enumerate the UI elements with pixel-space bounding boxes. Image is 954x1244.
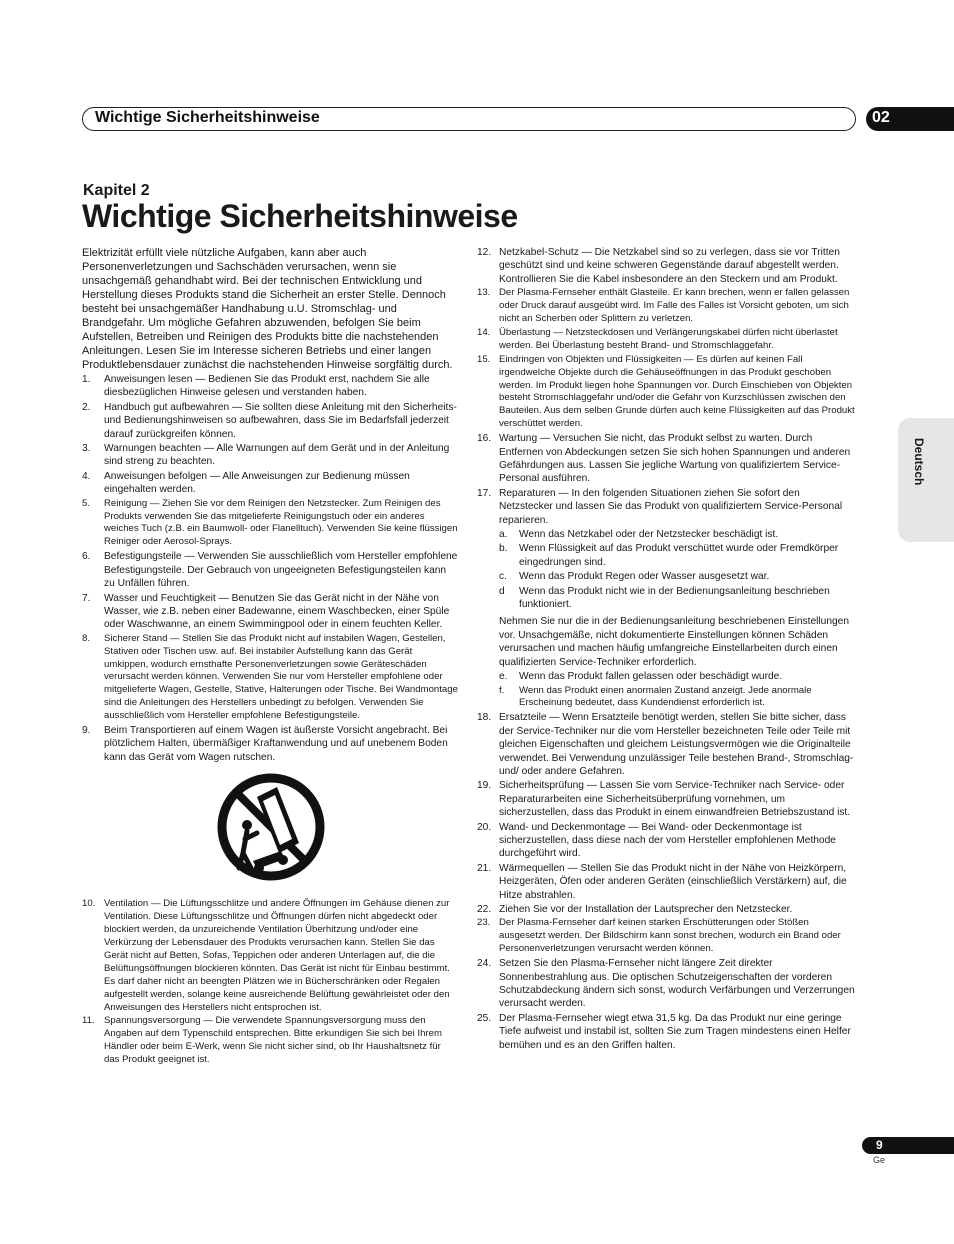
list-item — [82, 442, 458, 469]
right-column — [477, 246, 855, 1053]
sub-list-item — [477, 542, 855, 569]
section-header-title: Wichtige Sicherheitshinweise — [95, 109, 320, 126]
item-number: 5. — [82, 497, 91, 509]
item-text: Wenn das Netzkabel oder der Netzstecker beschädigt ist. — [519, 529, 779, 541]
item-number: 19. — [477, 780, 492, 792]
item-text: Wenn das Produkt fallen gelassen oder beschädigt wurde. — [519, 671, 783, 683]
item-text: Ventilation — Die Lüftungsschlitze und andere Öffnungen im Gehäuse dienen zur Ventilation. Diese Lüftungsschlitze und Öffnungen dürfen nicht abgedeckt oder blockiert werden, da unzureichende Ventilation Überhitzung und/oder eine Verkürzung der Lebensdauer des Produkts verursachen kann. Stellen Sie das Gerät nicht auf Betten, Sofas, Teppichen oder anderen Unterlagen auf, die die Belüftungsöffnungen blockieren könnten. Das Gerät ist nicht für Einbau bestimmt. Es darf daher nicht an beengten Plätzen wie in Bücherschränken oder Regalen aufgestellt werden, solange keine ausreichende Belüftung gewährleistet oder den Anweisungen des Herstellers nicht entsprochen ist. — [104, 898, 450, 1013]
list-item — [477, 779, 855, 819]
sub-list-item — [477, 528, 855, 541]
list-item — [82, 633, 458, 723]
page-number: 9 — [876, 1138, 883, 1152]
item-number: 24. — [477, 958, 492, 970]
item-number: 15. — [477, 353, 491, 365]
item-number: f. — [499, 684, 505, 696]
sub-list-item — [477, 585, 855, 612]
item-text: Ersatzteile — Wenn Ersatzteile benötigt werden, stellen Sie bitte sicher, dass der Service-Techniker nur die vom Hersteller bezeichneten Teile oder Teile mit gleichen Eigenschaften und gleichem Leistungsvermögen wie die Originalteile verwendet. Bei Verwendung unzulässiger Teile bestehen Brand-, Stromschlag- und/ oder andere Gefahren. — [499, 712, 854, 777]
item-number: c. — [499, 571, 507, 583]
safety-list-right-b — [477, 711, 855, 1052]
item-number: 18. — [477, 712, 492, 724]
item-text: Warnungen beachten — Alle Warnungen auf dem Gerät und in der Anleitung sind streng zu beachten. — [104, 443, 450, 468]
item-number: 22. — [477, 904, 492, 915]
list-item — [477, 957, 855, 1011]
list-item — [82, 498, 458, 550]
language-side-tab — [898, 418, 954, 542]
item-text: Der Plasma-Fernseher enthält Glasteile. Er kann brechen, wenn er fallen gelassen oder Druck darauf ausgeübt wird. Im Falle des Falles ist Vorsicht geboten, um sich nicht an Scherben oder Splittern zu verletzen. — [499, 287, 850, 325]
list-item — [82, 724, 458, 764]
item-number: 23. — [477, 917, 491, 929]
list-item — [82, 373, 458, 400]
item-text: Der Plasma-Fernseher wiegt etwa 31,5 kg. Da das Produkt nur eine geringe Tiefe aufweist und instabil ist, sollten Sie zum Tragen mindestens einen Helfer bemühen und es an den Griffen halten. — [499, 1012, 851, 1051]
cart-warning-figure — [82, 773, 458, 885]
item-text: Befestigungsteile — Verwenden Sie ausschließlich vom Hersteller empfohlene Befestigungsteile. Der Gebrauch von ungeeigneten Befestigungsteilen kann zu Unfällen führen. — [104, 551, 458, 590]
list-item — [477, 246, 855, 286]
item-number: 10. — [82, 898, 96, 910]
list-item — [82, 401, 458, 441]
item-text: Sicherheitsprüfung — Lassen Sie vom Service-Techniker nach Service- oder Reparaturarbeiten eine Sicherheitsüberprüfung vornehmen, um sicherzustellen, dass das Produkt in einem einwandfreien Betriebszustand ist. — [499, 780, 851, 819]
item-text: Reparaturen — In den folgenden Situationen ziehen Sie sofort den Netzstecker und lassen Sie das Produkt von qualifiziertem Service-Personal reparieren. — [499, 487, 843, 526]
item-number: 16. — [477, 433, 492, 445]
list-item — [82, 550, 458, 590]
chapter-number-tab — [866, 107, 954, 131]
item-number: 6. — [82, 551, 91, 563]
item-number: 17. — [477, 487, 492, 499]
item-text: Anweisungen lesen — Bedienen Sie das Produkt erst, nachdem Sie alle diesbezüglichen Hinweise gelesen und verstanden haben. — [104, 374, 430, 399]
list-item — [477, 711, 855, 778]
section-header-bar — [82, 107, 856, 131]
safety-list-left-a — [82, 373, 458, 764]
item-text: Beim Transportieren auf einem Wagen ist äußerste Vorsicht angebracht. Bei plötzlichem Halten, übermäßiger Kraftanwendung und auf unebenem Boden kann das Gerät vom Wagen rutschen. — [104, 725, 448, 763]
item-text: Ziehen Sie vor der Installation der Lautsprecher den Netzstecker. — [499, 904, 793, 915]
cart-tip-over-warning-icon — [217, 773, 325, 881]
item-number: e. — [499, 671, 508, 683]
item-number: 8. — [82, 632, 91, 644]
language-label: Deutsch — [912, 438, 926, 486]
list-item — [477, 327, 855, 353]
item-text: Eindringen von Objekten und Flüssigkeiten — Es dürfen auf keinen Fall irgendwelche Objekte durch die Gehäuseöffnungen in das Produkt geschoben werden. Im Produkt liegen hohe Spannungen vor. Durch Einschieben von Objekten besteht Stromschlaggefahr und/oder die Gefahr von Kurzschlüssen zwischen den Bauteilen. Aus dem selben Grunde dürfen auch keine Flüssigkeiten auf das Produkt verschüttet werden. — [499, 353, 855, 430]
item-text: Wenn Flüssigkeit auf das Produkt verschüttet wurde oder Fremdkörper eingedrungen sind. — [519, 543, 839, 568]
repair-note-paragraph: Nehmen Sie nur die in der Bedienungsanleitung beschriebenen Einstellungen vor. Unsachgemäße, nicht dokumentierte Einstellungen können Schäden verursachen und machen häufig umfangreiche Einstellarbeiten durch einen qualifizierten Service-Techniker erforderlich. — [499, 616, 850, 668]
item-text: Wenn das Produkt einen anormalen Zustand anzeigt. Jede anormale Erscheinung bedeutet, dass Kundendienst erforderlich ist. — [519, 684, 812, 709]
item-text: Spannungsversorgung — Die verwendete Spannungsversorgung muss den Angaben auf dem Typenschild entsprechen. Bitte erkundigen Sie sich bei Ihrem Händler oder beim E-Werk, wenn Sie nicht sicher sind, ob Ihr Haushaltsnetz für das Produkt geeignet ist. — [104, 1015, 442, 1066]
item-text: Der Plasma-Fernseher darf keinen starken Erschütterungen oder Stößen ausgesetzt werden. Der Bildschirm kann sonst brechen, wodurch ein Brand oder Personenverletzungen verursacht werden können. — [499, 917, 841, 955]
language-code: Ge — [873, 1155, 886, 1165]
item-text: Wartung — Versuchen Sie nicht, das Produkt selbst zu warten. Durch Entfernen von Abdeckungen setzen Sie sich hohen Spannungen und anderen Gefährdungen aus. Lassen Sie jegliche Wartung von qualifiziertem Service-Personal ausführen. — [499, 433, 851, 485]
item-text: Sicherer Stand — Stellen Sie das Produkt nicht auf instabilen Wagen, Gestellen, Stativen oder Tischen usw. auf. Bei instabiler Aufstellung kann das Gerät umkippen, wodurch ernsthafte Personenverletzungen sowie Geräteschäden verursacht werden können. Verwenden Sie nur vom Hersteller empfohlene oder mitgelieferte Wagen, Gestelle, Stative, Halterungen oder Tische. Bei Wandmontage sind die Anleitungen des Herstellers unbedingt zu befolgen. Verwenden Sie ausschließlich vom Hersteller empfohlene Befestigungsteile. — [104, 632, 458, 722]
item-number: 3. — [82, 443, 91, 455]
item-text: Wand- und Deckenmontage — Bei Wand- oder Deckenmontage ist sicherzustellen, dass diese nach der vom Hersteller empfohlenen Methode durchgeführt wird. — [499, 821, 836, 860]
item-text: Wenn das Produkt Regen oder Wasser ausgesetzt war. — [519, 571, 770, 583]
chapter-label: Kapitel 2 — [83, 182, 150, 199]
list-item — [477, 432, 855, 486]
safety-list-left-b — [82, 898, 458, 1067]
item-number: 7. — [82, 592, 91, 604]
item-text: Setzen Sie den Plasma-Fernseher nicht längere Zeit direkter Sonnenbestrahlung aus. Die optischen Schutzeigenschaften der vorderen Schutzabdeckung ändern sich sonst, wodurch Verfärbungen und Verzerrungen verursacht werden. — [499, 958, 855, 1010]
item-number: a. — [499, 529, 508, 541]
list-item — [477, 354, 855, 431]
list-item — [82, 1015, 458, 1067]
list-item — [477, 821, 855, 861]
item-number: 21. — [477, 862, 492, 874]
item-number: 20. — [477, 821, 492, 833]
list-item — [477, 1012, 855, 1052]
item-number: 1. — [82, 374, 91, 385]
item-number: 25. — [477, 1012, 492, 1024]
list-item — [477, 862, 855, 902]
repair-conditions-list-a — [477, 528, 855, 611]
intro-paragraph: Elektrizität erfüllt viele nützliche Aufgaben, kann aber auch Personenverletzungen und Sachschäden verursachen, wenn sie unsachgemäß gehandhabt wird. Bei der technischen Entwicklung und Herstellung dieses Produkts stand die Sicherheit an erster Stelle. Dennoch besteht bei unsachgemäßer Handhabung u.U. Stromschlag- und Brandgefahr. Um mögliche Gefahren abzuwenden, befolgen Sie beim Aufstellen, Betreiben und Reinigen des Produkts bitte die nachstehenden Anleitungen. Lesen Sie im Interesse sicheren Betriebs und einer langen Produktlebensdauer zunächst die nachstehenden Hinweise sorgfältig durch. — [82, 247, 453, 371]
list-item — [477, 903, 855, 916]
item-text: Netzkabel-Schutz — Die Netzkabel sind so zu verlegen, dass sie vor Tritten geschützt sind und keine schweren Gegenstände darauf abgestellt werden. Kontrollieren Sie die Kabel insbesondere an den Steckern und am Produkt. — [499, 247, 840, 285]
item-number: 12. — [477, 247, 492, 258]
item-text: Wärmequellen — Stellen Sie das Produkt nicht in der Nähe von Heizkörpern, Heizgeräten, Öfen oder anderen Geräten (einschließlich Verstärkern) auf, die Hitze abstrahlen. — [499, 862, 847, 901]
item-text: Wasser und Feuchtigkeit — Benutzen Sie das Gerät nicht in der Nähe von Wasser, wie z.B. neben einer Badewanne, einem Waschbecken, einer Spüle oder Waschwanne, an einem Swimmingpool oder in einem feuchten Keller. — [104, 592, 450, 631]
left-column — [82, 246, 458, 1068]
item-text: Anweisungen befolgen — Alle Anweisungen zur Bedienung müssen eingehalten werden. — [104, 470, 410, 496]
list-item — [477, 287, 855, 326]
chapter-number: 02 — [872, 109, 890, 126]
item-number: 2. — [82, 401, 91, 413]
list-item — [82, 470, 458, 497]
item-number: 14. — [477, 326, 491, 338]
page-title: Wichtige Sicherheitshinweise — [82, 198, 518, 234]
item-number: 11. — [82, 1015, 95, 1027]
item-number: 9. — [82, 725, 91, 737]
list-item — [82, 592, 458, 632]
item-number: d — [499, 585, 505, 597]
list-item — [477, 487, 855, 527]
page-number-tab — [862, 1137, 954, 1154]
item-text: Überlastung — Netzsteckdosen und Verlängerungskabel dürfen nicht überlastet werden. Bei Überlastung besteht Brand- und Stromschlaggefahr. — [499, 326, 838, 351]
item-number: b. — [499, 543, 508, 555]
item-number: 4. — [82, 470, 91, 482]
list-item — [477, 917, 855, 956]
item-text: Wenn das Produkt nicht wie in der Bedienungsanleitung beschrieben funktioniert. — [519, 585, 830, 611]
list-item — [82, 898, 458, 1014]
sub-list-item — [477, 685, 855, 711]
item-text: Reinigung — Ziehen Sie vor dem Reinigen den Netzstecker. Zum Reinigen des Produkts verwenden Sie das mitgelieferte Reinigungstuch oder ein anderes weiches Tuch (z.B. ein Baumwoll- oder Flanelltuch). Verwenden Sie keine flüssigen Reiniger oder Aerosol-Sprays. — [104, 497, 458, 548]
sub-list-item — [477, 570, 855, 583]
item-number: 13. — [477, 287, 491, 299]
item-text: Handbuch gut aufbewahren — Sie sollten diese Anleitung mit den Sicherheits- und Bedienungshinweisen so aufbewahren, dass Sie im Bedarfsfall jederzeit darauf zurückgreifen können. — [104, 401, 457, 440]
repair-conditions-list-b — [477, 670, 855, 710]
safety-list-right-a — [477, 246, 855, 527]
sub-list-item — [477, 670, 855, 683]
